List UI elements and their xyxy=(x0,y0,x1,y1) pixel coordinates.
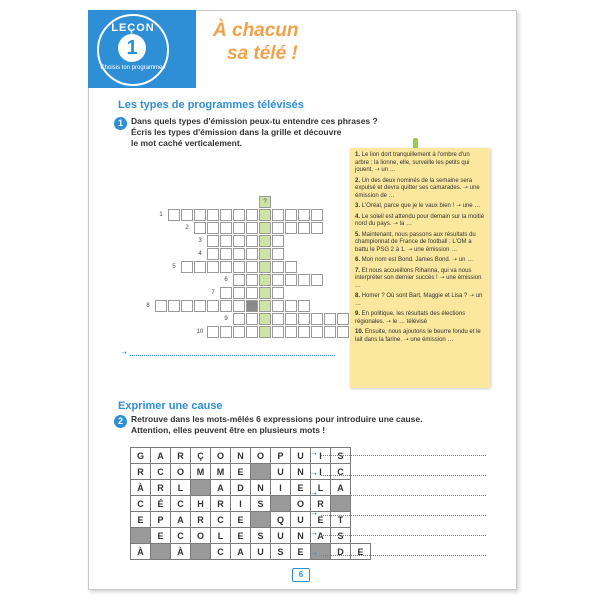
crossword-cell[interactable] xyxy=(246,261,258,273)
word-search-cell[interactable]: E xyxy=(291,544,311,560)
crossword-cell[interactable] xyxy=(272,222,284,234)
word-search-cell[interactable]: N xyxy=(291,528,311,544)
crossword-cell[interactable] xyxy=(246,209,258,221)
lesson-label: LEÇON xyxy=(111,22,155,34)
word-search-cell[interactable]: P xyxy=(151,512,171,528)
crossword-cell[interactable] xyxy=(272,248,284,260)
lesson-badge xyxy=(97,14,169,86)
clue-text: Maintenant, nous passons aux résultats du championnat de France de football : L'OM a battu le PSG 2 à 1. ➝ une émission … xyxy=(355,231,476,253)
crossword-cell[interactable] xyxy=(168,300,180,312)
crossword-cell[interactable] xyxy=(298,313,310,325)
word-search-blank-cell[interactable] xyxy=(191,544,211,560)
word-search-cell[interactable]: E xyxy=(151,528,171,544)
word-search-cell[interactable]: R xyxy=(171,448,191,464)
crossword-cell[interactable] xyxy=(207,261,219,273)
crossword-cell[interactable] xyxy=(298,274,310,286)
word-search-cell[interactable]: C xyxy=(171,528,191,544)
crossword-cell[interactable] xyxy=(272,326,284,338)
word-search-blank-cell[interactable] xyxy=(131,528,151,544)
crossword-number: 10 xyxy=(196,329,204,335)
word-search-cell[interactable]: A xyxy=(311,528,331,544)
crossword-cell[interactable] xyxy=(194,222,206,234)
crossword-cell[interactable] xyxy=(220,326,232,338)
crossword-number: 1 xyxy=(159,212,163,218)
crossword-cell[interactable] xyxy=(220,235,232,247)
word-search-cell[interactable]: À xyxy=(171,544,191,560)
word-search-cell[interactable]: R xyxy=(211,496,231,512)
instruction-line: Écris les types d'émission dans la grille et découvre xyxy=(131,127,342,138)
word-search-cell[interactable]: E xyxy=(231,464,251,480)
crossword-cell[interactable] xyxy=(207,209,219,221)
exercise-1-instruction xyxy=(131,116,378,149)
word-search-cell[interactable]: A xyxy=(171,512,191,528)
word-search-cell[interactable]: C xyxy=(171,496,191,512)
crossword-cell[interactable] xyxy=(246,300,258,312)
word-search-cell[interactable]: M xyxy=(211,464,231,480)
crossword-cell[interactable] xyxy=(181,300,193,312)
word-search-cell[interactable]: L xyxy=(311,480,331,496)
clue-item xyxy=(355,329,485,344)
word-search-cell[interactable]: C xyxy=(131,496,151,512)
word-search-cell[interactable]: N xyxy=(251,480,271,496)
crossword-cell[interactable] xyxy=(337,313,349,325)
crossword-cell[interactable] xyxy=(168,209,180,221)
word-search-cell[interactable]: O xyxy=(291,496,311,512)
clue-item xyxy=(355,257,485,265)
crossword-cell[interactable] xyxy=(285,209,297,221)
answer-arrow: ➝ xyxy=(121,350,127,357)
crossword-cell[interactable] xyxy=(220,222,232,234)
word-search-cell[interactable]: L xyxy=(171,480,191,496)
word-search-cell[interactable]: I xyxy=(271,480,291,496)
crossword-cell[interactable] xyxy=(246,235,258,247)
crossword-cell[interactable] xyxy=(259,235,271,247)
clue-item xyxy=(355,178,485,201)
crossword-cell[interactable] xyxy=(207,248,219,260)
answer-arrow: ➝ xyxy=(311,491,317,498)
crossword-cell[interactable] xyxy=(285,313,297,325)
clue-number: 1. xyxy=(355,152,362,158)
word-search-cell[interactable]: À xyxy=(131,544,151,560)
crossword-number: 6 xyxy=(224,277,228,283)
word-search-cell[interactable]: O xyxy=(171,464,191,480)
clue-text: En politique, les résultats des élections régionales. ➝ le … télévisé xyxy=(355,311,466,325)
answer-arrow: ➝ xyxy=(311,551,317,558)
word-search-cell[interactable]: Ç xyxy=(191,448,211,464)
crossword-cell[interactable] xyxy=(220,261,232,273)
clue-number: 8. xyxy=(355,293,362,299)
word-search-cell[interactable]: N xyxy=(231,448,251,464)
crossword-cell[interactable] xyxy=(233,248,245,260)
word-search-row xyxy=(131,464,371,480)
word-search-blank-cell[interactable] xyxy=(271,496,291,512)
word-search-cell[interactable]: A xyxy=(331,480,351,496)
clue-number: 2. xyxy=(355,177,362,184)
crossword-cell[interactable] xyxy=(311,313,323,325)
crossword-cell[interactable] xyxy=(298,300,310,312)
clue-number: 5. xyxy=(355,231,362,238)
word-search-cell[interactable]: C xyxy=(211,512,231,528)
crossword-cell[interactable] xyxy=(207,300,219,312)
word-search-cell[interactable]: E xyxy=(311,512,331,528)
word-search-cell[interactable]: E xyxy=(291,480,311,496)
clue-item xyxy=(355,232,485,255)
crossword-cell[interactable] xyxy=(285,222,297,234)
clues-panel xyxy=(350,148,490,388)
word-search-cell[interactable]: N xyxy=(291,464,311,480)
crossword-cell[interactable] xyxy=(311,274,323,286)
title-line-2: sa télé ! xyxy=(227,42,298,64)
word-search-cell[interactable]: T xyxy=(331,512,351,528)
word-search-row xyxy=(131,512,371,528)
clue-text: Le soleil est attendu pour demain sur la moitié nord du pays. ➝ la … xyxy=(355,213,485,227)
word-search-cell[interactable]: R xyxy=(191,512,211,528)
word-search-blank-cell[interactable] xyxy=(251,512,271,528)
crossword-cell[interactable] xyxy=(259,222,271,234)
word-search-row xyxy=(131,496,371,512)
word-search-cell[interactable]: E xyxy=(231,528,251,544)
answer-line[interactable] xyxy=(321,475,486,476)
crossword-cell[interactable] xyxy=(337,326,349,338)
word-search-cell[interactable]: H xyxy=(191,496,211,512)
crossword-cell[interactable] xyxy=(259,287,271,299)
word-search-cell[interactable]: R xyxy=(311,496,331,512)
crossword-cell[interactable] xyxy=(285,326,297,338)
crossword-cell[interactable] xyxy=(233,222,245,234)
crossword-cell[interactable] xyxy=(246,222,258,234)
clue-text: Mon nom est Bond. James Bond. ➝ un … xyxy=(361,257,474,263)
crossword-cell[interactable] xyxy=(207,235,219,247)
word-search-cell[interactable]: E xyxy=(131,512,151,528)
crossword-cell[interactable] xyxy=(298,209,310,221)
page-title xyxy=(213,20,299,66)
answer-line[interactable] xyxy=(321,535,486,536)
crossword-cell[interactable] xyxy=(220,300,232,312)
crossword-number: 4 xyxy=(198,251,202,257)
crossword-number: 2 xyxy=(185,225,189,231)
clue-item xyxy=(355,268,485,291)
word-search-cell[interactable]: U xyxy=(251,544,271,560)
crossword-cell[interactable] xyxy=(272,261,284,273)
crossword-number: 3 xyxy=(198,238,202,244)
exercise-1-number: 1 xyxy=(114,117,127,130)
answer-line[interactable] xyxy=(321,495,486,496)
crossword-cell[interactable] xyxy=(311,326,323,338)
answer-arrow: ➝ xyxy=(311,471,317,478)
crossword-cell[interactable] xyxy=(181,209,193,221)
crossword-cell[interactable] xyxy=(246,313,258,325)
word-search-cell[interactable]: G xyxy=(131,448,151,464)
word-search-cell[interactable]: I xyxy=(311,464,331,480)
clue-text: Homer ? Où sont Bart, Maggie et Lisa ? ➝ un … xyxy=(355,293,483,307)
word-search-row xyxy=(131,480,371,496)
instruction-line: Retrouve dans les mots-mêlés 6 expressions pour introduire une cause. xyxy=(131,414,423,424)
clue-number: 4. xyxy=(355,213,362,220)
answer-line[interactable] xyxy=(321,455,486,456)
exercise-2-instruction xyxy=(131,414,422,436)
crossword-cell[interactable] xyxy=(272,313,284,325)
instruction-line: Attention, elles peuvent être en plusieurs mots ! xyxy=(131,425,326,436)
answer-line[interactable] xyxy=(321,555,486,556)
clue-number: 10. xyxy=(355,329,366,335)
word-search-cell[interactable]: C xyxy=(331,464,351,480)
exercise-2-number: 2 xyxy=(114,415,127,428)
clue-text: Le lion dort tranquillement à l'ombre d'un arbre ; la lionne, elle, surveille les petits qui jouent. ➝ un … xyxy=(355,152,470,173)
crossword-cell[interactable] xyxy=(311,222,323,234)
crossword-cell[interactable] xyxy=(181,261,193,273)
crossword-cell[interactable] xyxy=(233,287,245,299)
word-search-cell[interactable]: C xyxy=(211,544,231,560)
word-search-cell[interactable]: À xyxy=(131,480,151,496)
crossword-cell[interactable] xyxy=(272,300,284,312)
word-search-cell[interactable]: O xyxy=(251,448,271,464)
crossword-cell[interactable] xyxy=(246,326,258,338)
crossword-cell[interactable] xyxy=(285,300,297,312)
word-search-cell[interactable]: A xyxy=(211,480,231,496)
crossword-cell[interactable] xyxy=(194,261,206,273)
clue-item xyxy=(355,214,485,229)
word-search-grid xyxy=(130,447,371,560)
clue-item xyxy=(355,152,485,175)
answer-line[interactable] xyxy=(130,355,335,356)
crossword-cell[interactable] xyxy=(233,274,245,286)
lesson-number: 1 xyxy=(118,34,146,62)
word-search-cell[interactable]: I xyxy=(311,448,331,464)
clue-number: 7. xyxy=(355,267,362,274)
word-search-cell[interactable]: M xyxy=(191,464,211,480)
section-2-title: Exprimer une cause xyxy=(118,400,223,412)
word-search-cell[interactable]: A xyxy=(231,544,251,560)
crossword-number: 5 xyxy=(172,264,176,270)
crossword-number: 9 xyxy=(224,316,228,322)
crossword-cell[interactable] xyxy=(233,326,245,338)
word-search-blank-cell[interactable] xyxy=(251,464,271,480)
crossword-cell[interactable] xyxy=(246,274,258,286)
clue-text: Un des deux nominés de la semaine sera expulsé et devra quitter ses camarades. ➝ une émission de … xyxy=(355,177,480,199)
crossword-number: 7 xyxy=(211,290,215,296)
clue-item xyxy=(355,203,485,211)
word-search-cell[interactable]: U xyxy=(291,512,311,528)
crossword-cell[interactable] xyxy=(285,274,297,286)
word-search-cell[interactable]: D xyxy=(231,480,251,496)
crossword-cell[interactable] xyxy=(324,326,336,338)
crossword-cell[interactable] xyxy=(233,300,245,312)
clue-text: Ensuite, nous ajoutons le beurre fondu et le lait dans la farine. ➝ une émission … xyxy=(355,329,481,343)
crossword-cell[interactable] xyxy=(311,209,323,221)
crossword-cell[interactable] xyxy=(155,300,167,312)
crossword-cell[interactable] xyxy=(259,326,271,338)
crossword-cell[interactable] xyxy=(246,248,258,260)
word-search-cell[interactable]: I xyxy=(231,496,251,512)
word-search-cell[interactable]: U xyxy=(291,448,311,464)
lesson-subtitle: Choisis ton programme ! xyxy=(100,65,166,71)
crossword-cell[interactable] xyxy=(285,261,297,273)
crossword-cell[interactable] xyxy=(207,326,219,338)
answer-line[interactable] xyxy=(321,515,486,516)
word-search-cell[interactable]: U xyxy=(271,528,291,544)
clue-text: L'Oréal, parce que je le vaux bien ! ➝ une … xyxy=(361,203,481,209)
crossword-cell[interactable] xyxy=(220,248,232,260)
word-search-cell[interactable]: C xyxy=(151,464,171,480)
crossword-cell[interactable] xyxy=(259,274,271,286)
clue-text: Et nous accueillons Rihanna, qui va nous interpréter son dernier succès ! ➝ une émission … xyxy=(355,267,482,289)
section-1-title: Les types de programmes télévisés xyxy=(118,99,304,111)
crossword-cell[interactable] xyxy=(259,261,271,273)
page-number: 6 xyxy=(292,568,310,582)
crossword-cell[interactable] xyxy=(259,313,271,325)
answer-arrow: ➝ xyxy=(311,511,317,518)
word-search-cell[interactable]: S xyxy=(331,528,351,544)
word-search-row xyxy=(131,544,371,560)
word-search-cell[interactable]: É xyxy=(151,496,171,512)
crossword-cell[interactable] xyxy=(259,248,271,260)
word-search-cell[interactable]: P xyxy=(271,448,291,464)
crossword-cell[interactable] xyxy=(272,209,284,221)
clue-number: 3. xyxy=(355,203,362,209)
crossword-number: 8 xyxy=(146,303,150,309)
crossword-cell[interactable] xyxy=(233,209,245,221)
crossword-cell[interactable] xyxy=(298,222,310,234)
crossword-hidden-word-marker: ? xyxy=(263,199,267,205)
word-search-blank-cell[interactable] xyxy=(331,496,351,512)
word-search-cell[interactable]: S xyxy=(251,496,271,512)
word-search-cell[interactable]: D xyxy=(331,544,351,560)
answer-arrow: ➝ xyxy=(311,451,317,458)
title-line-1: À chacun xyxy=(213,20,299,41)
crossword-cell[interactable] xyxy=(259,209,271,221)
crossword-cell[interactable] xyxy=(259,300,271,312)
crossword-cell[interactable] xyxy=(246,287,258,299)
crossword-cell[interactable] xyxy=(272,287,284,299)
crossword-cell[interactable] xyxy=(220,209,232,221)
crossword-cell[interactable] xyxy=(220,287,232,299)
clue-item xyxy=(355,293,485,308)
word-search-cell[interactable]: S xyxy=(251,528,271,544)
word-search-cell[interactable]: U xyxy=(271,464,291,480)
word-search-cell[interactable]: S xyxy=(331,448,351,464)
answer-arrow: ➝ xyxy=(311,531,317,538)
crossword-cell[interactable] xyxy=(233,261,245,273)
clue-number: 9. xyxy=(355,311,362,317)
crossword-cell[interactable] xyxy=(194,209,206,221)
crossword-cell[interactable] xyxy=(298,326,310,338)
word-search-cell[interactable]: Q xyxy=(271,512,291,528)
word-search-cell[interactable]: R xyxy=(131,464,151,480)
crossword-cell[interactable] xyxy=(194,300,206,312)
word-search-cell[interactable]: E xyxy=(231,512,251,528)
word-search-cell[interactable]: E xyxy=(351,544,371,560)
word-search-cell[interactable]: O xyxy=(211,448,231,464)
clue-item xyxy=(355,311,485,326)
crossword-cell[interactable] xyxy=(207,222,219,234)
word-search-cell[interactable]: R xyxy=(151,480,171,496)
instruction-line: le mot caché verticalement. xyxy=(131,138,243,149)
crossword-cell[interactable] xyxy=(272,235,284,247)
word-search-blank-cell[interactable] xyxy=(151,544,171,560)
word-search-cell[interactable]: L xyxy=(211,528,231,544)
crossword-cell[interactable] xyxy=(324,313,336,325)
word-search-cell[interactable]: A xyxy=(151,448,171,464)
word-search-blank-cell[interactable] xyxy=(191,480,211,496)
word-search-cell[interactable]: O xyxy=(191,528,211,544)
word-search-cell[interactable]: S xyxy=(271,544,291,560)
instruction-line: Dans quels types d'émission peux-tu entendre ces phrases ? xyxy=(131,116,378,126)
crossword-cell[interactable] xyxy=(233,235,245,247)
clue-number: 6. xyxy=(355,257,362,263)
crossword-cell[interactable] xyxy=(233,313,245,325)
crossword-cell[interactable] xyxy=(272,274,284,286)
